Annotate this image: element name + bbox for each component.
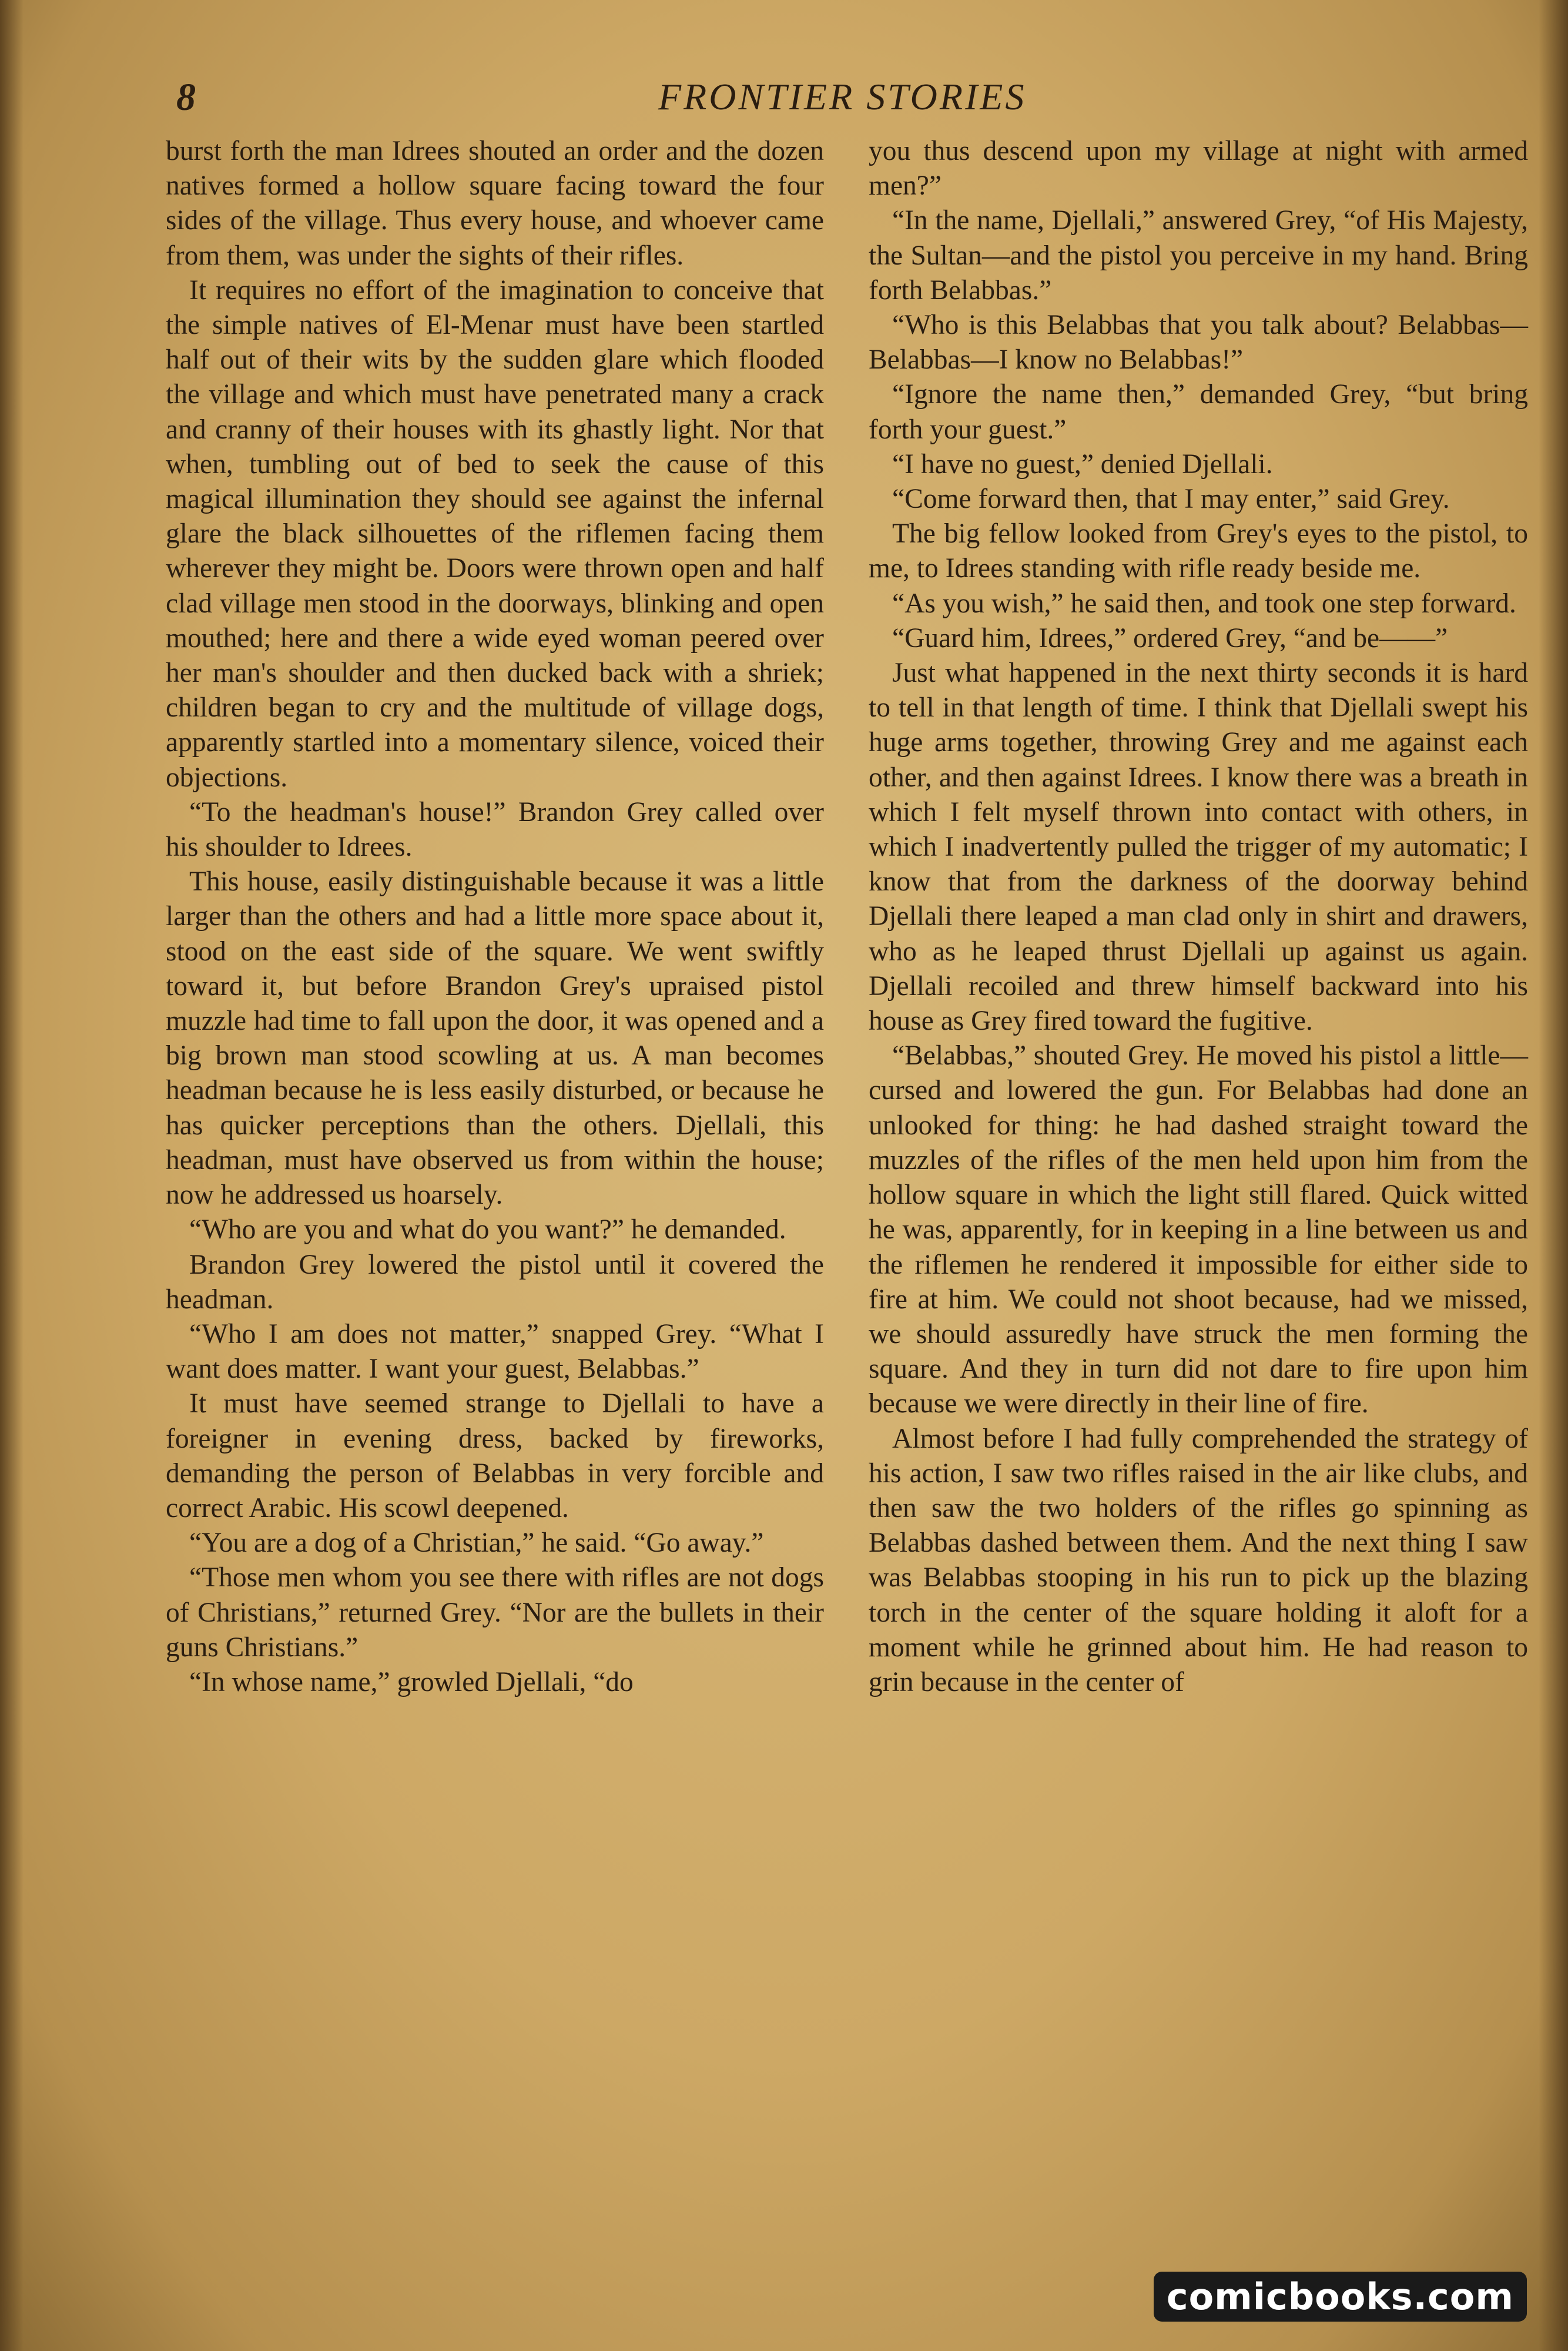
- paragraph: “Those men whom you see there with rifles are not dogs of Christians,” returned Grey. “Nor are the bullets in their guns Christians.”: [166, 1562, 824, 1663]
- paragraph: Brandon Grey lowered the pistol until it covered the headman.: [166, 1249, 824, 1315]
- page-edge-shadow-right: [1539, 0, 1568, 2351]
- paragraph: Just what happened in the next thirty seconds it is hard to tell in that length of time. I think that Djellali swept his huge arms together, throwing Grey and me against each other, and then against Idrees. I know there was a breath in which I felt myself thrown into contact with others, in which I inadvertently pulled the trigger of my automatic; I know that from the darkness of the doorway behind Djellali there leaped a man clad only in shirt and drawers, who as he leaped thrust Djellali up against us again. Djellali recoiled and threw himself backward into his house as Grey fired toward the fugitive.: [869, 658, 1528, 1037]
- paragraph: “Who I am does not matter,” snapped Grey. “What I want does matter. I want your guest, Belabbas.”: [166, 1318, 824, 1385]
- paragraph: It must have seemed strange to Djellali to have a foreigner in evening dress, backed by fireworks, demanding the person of Belabbas in very forcible and correct Arabic. His scowl deepened.: [166, 1388, 824, 1523]
- left-column: [166, 134, 824, 1700]
- page-edge-shadow-left: [0, 0, 24, 2351]
- paragraph: “In whose name,” growled Djellali, “do: [189, 1666, 634, 1697]
- paragraph: Almost before I had fully comprehended the strategy of his action, I saw two rifles raised in the air like clubs, and then saw the two holders of the rifles go spinning as Belabbas dashed between them. And the next thing I saw was Belabbas stooping in his run to pick up the blazing torch in the center of the square holding it aloft for a moment while he grinned about him. He had reason to grin because in the center of: [869, 1423, 1528, 1697]
- paragraph: “Who is this Belabbas that you talk about? Belabbas—Belabbas—I know no Belabbas!”: [869, 310, 1528, 376]
- paragraph: This house, easily distinguishable because it was a little larger than the others and had a little more space about it, stood on the east side of the square. We went swiftly toward it, but before Brandon Grey's upraised pistol muzzle had time to fall upon the door, it was opened and a big brown man stood scowling at us. A man becomes headman because he is less easily disturbed, or because he has quicker perceptions than the others. Djellali, this headman, must have observed us from within the house; now he addressed us hoarsely.: [166, 866, 824, 1211]
- paragraph: “In the name, Djellali,” answered Grey, “of His Majesty, the Sultan—and the pistol you perceive in my hand. Bring forth Belabbas.”: [869, 205, 1528, 306]
- paragraph: “You are a dog of a Christian,” he said. “Go away.”: [189, 1528, 764, 1559]
- page-number: 8: [176, 76, 196, 119]
- paragraph: “Who are you and what do you want?” he demanded.: [189, 1214, 786, 1245]
- paragraph: “Ignore the name then,” demanded Grey, “but bring forth your guest.”: [869, 379, 1528, 445]
- paragraph: burst forth the man Idrees shouted an order and the dozen natives formed a hollow square facing toward the four sides of the village. Thus every house, and whoever came from them, was under the sights of their rifles.: [166, 136, 824, 271]
- paragraph: “Belabbas,” shouted Grey. He moved his pistol a little—cursed and lowered the gun. For Belabbas had done an unlooked for thing: he had dashed straight toward the muzzles of the rifles of the men held upon him from the hollow square in which the light still flared. Quick witted he was, apparently, for in keeping in a line between us and the riflemen he rendered it impossible for either side to fire at him. We could not shoot because, had we missed, we should assuredly have struck the men forming the square. And they in turn did not dare to fire upon him because we were directly in their line of fire.: [869, 1040, 1528, 1419]
- paragraph: “Guard him, Idrees,” ordered Grey, “and be——”: [892, 622, 1448, 654]
- page-header: [176, 75, 1540, 134]
- paragraph: The big fellow looked from Grey's eyes to the pistol, to me, to Idrees standing with rifle ready beside me.: [869, 518, 1528, 584]
- paragraph: “Come forward then, that I may enter,” said Grey.: [892, 484, 1450, 515]
- running-head: FRONTIER STORIES: [658, 76, 1027, 118]
- watermark-logo: comicbooks.com: [1154, 2272, 1527, 2322]
- right-column: [869, 134, 1528, 1700]
- paragraph: “As you wish,” he said then, and took one step forward.: [892, 588, 1516, 619]
- paragraph: “I have no guest,” denied Djellali.: [892, 448, 1273, 480]
- paragraph: It requires no effort of the imagination to conceive that the simple natives of El-Menar must have been startled half out of their wits by the sudden glare which flooded the village and which must have penetrated many a crack and cranny of their houses with its ghastly light. Nor that when, tumbling out of bed to seek the cause of this magical illumination they should see against the infernal glare the black silhouettes of the riflemen facing them wherever they might be. Doors were thrown open and half clad village men stood in the doorways, blinking and open mouthed; here and there a wide eyed woman peered over her man's shoulder and then ducked back with a shriek; children began to cry and the multitude of village dogs, apparently startled into a momentary silence, voiced their objections.: [166, 274, 824, 793]
- paragraph: “To the headman's house!” Brandon Grey called over his shoulder to Idrees.: [166, 796, 824, 863]
- paragraph: you thus descend upon my village at night with armed men?”: [869, 136, 1528, 202]
